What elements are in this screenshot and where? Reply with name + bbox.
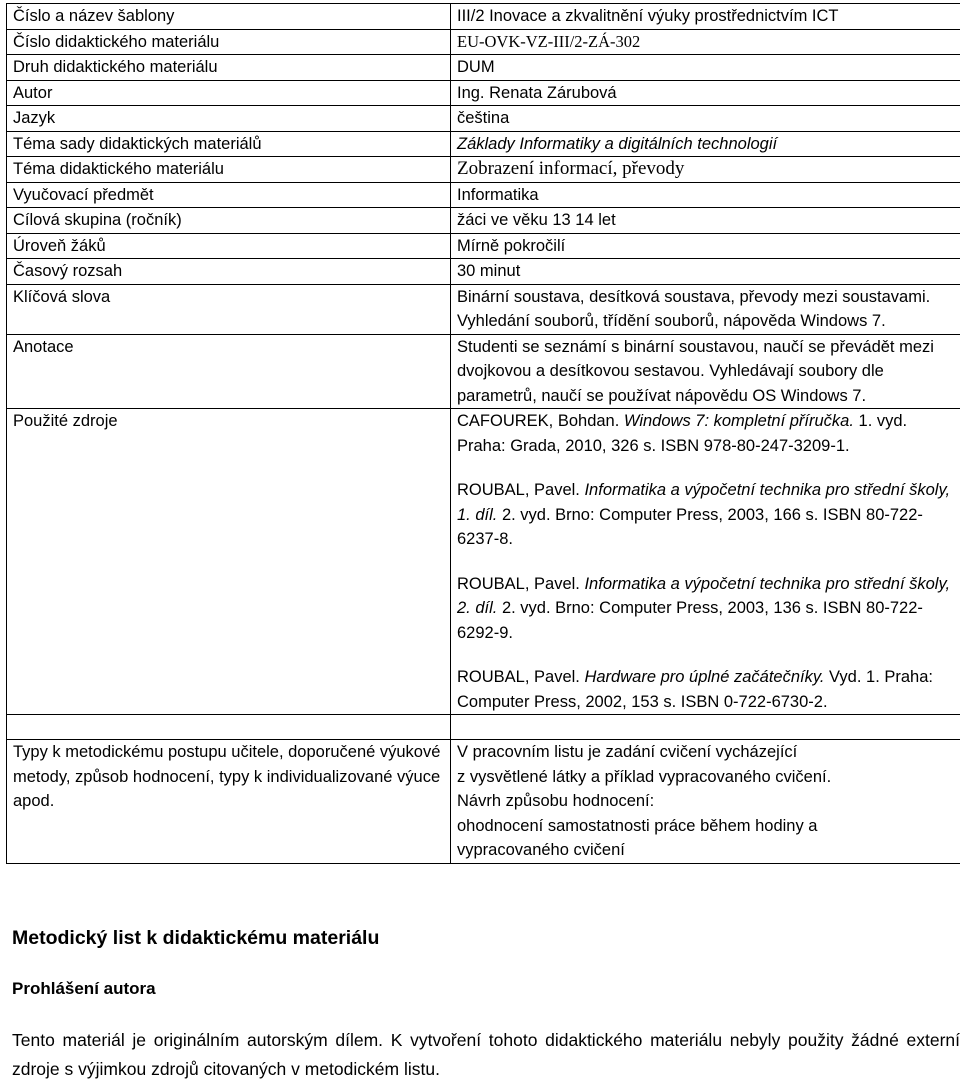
row-label: Úroveň žáků — [7, 233, 451, 259]
row-label: Typy k metodickému postupu učitele, doporučené výukové metody, způsob hodnocení, typy k individualizované výuce apod. — [7, 740, 451, 864]
row-label: Téma sady didaktických materiálů — [7, 131, 451, 157]
table-row-spacer — [7, 715, 960, 740]
row-value: čeština — [451, 106, 960, 132]
row-label: Časový rozsah — [7, 259, 451, 285]
methods-text — [451, 740, 960, 864]
table-row — [7, 182, 960, 208]
row-label: Autor — [7, 80, 451, 106]
methods-line: ohodnocení samostatnosti práce během hodiny a — [457, 816, 818, 835]
row-value: Základy Informatiky a digitálních technologií — [451, 131, 960, 157]
metadata-table — [6, 3, 960, 864]
methods-line: Návrh způsobu hodnocení: — [457, 792, 655, 810]
row-label: Použité zdroje — [7, 409, 451, 715]
table-row — [7, 208, 960, 234]
row-value: Mírně pokročilí — [451, 233, 960, 259]
table-row — [7, 233, 960, 259]
methods-line: V pracovním listu je zadání cvičení vycházející — [457, 743, 798, 761]
sources-list — [451, 409, 960, 715]
row-value: EU-OVK-VZ-III/2-ZÁ-302 — [451, 29, 960, 55]
row-label: Jazyk — [7, 106, 451, 132]
row-value: Zobrazení informací, převody — [451, 157, 960, 183]
row-value: Informatika — [451, 182, 960, 208]
row-label: Číslo a název šablony — [7, 4, 451, 30]
row-value: Binární soustava, desítková soustava, převody mezi soustavami. Vyhledání souborů, třídění souborů, nápověda Windows 7. — [451, 284, 960, 334]
table-row — [7, 334, 960, 409]
reference-item: CAFOUREK, Bohdan. Windows 7: kompletní příručka. 1. vyd. Praha: Grada, 2010, 326 s. ISBN 978-80-247-3209-1. — [457, 412, 908, 455]
row-value: DUM — [451, 55, 960, 81]
row-label: Klíčová slova — [7, 284, 451, 334]
row-value: Ing. Renata Zárubová — [451, 80, 960, 106]
reference-item: ROUBAL, Pavel. Hardware pro úplné začátečníky. Vyd. 1. Praha: Computer Press, 2002, 153 s. ISBN 0-722-6730-2. — [457, 668, 933, 711]
row-label: Cílová skupina (ročník) — [7, 208, 451, 234]
table-row — [7, 157, 960, 183]
table-row — [7, 55, 960, 81]
table-row-methods — [7, 740, 960, 864]
table-row — [7, 131, 960, 157]
page-title: Metodický list k didaktickému materiálu — [12, 927, 380, 949]
methods-line: z vysvětlené látky a příklad vypracovaného cvičení. — [457, 767, 832, 786]
row-label: Vyučovací předmět — [7, 182, 451, 208]
table-row — [7, 106, 960, 132]
row-label: Anotace — [7, 334, 451, 409]
table-row — [7, 259, 960, 285]
reference-item: ROUBAL, Pavel. Informatika a výpočetní technika pro střední školy, 1. díl. 2. vyd. Brno: Computer Press, 2003, 166 s. ISBN 80-722-6237-8. — [457, 481, 951, 548]
declaration-heading: Prohlášení autora — [12, 979, 156, 998]
table-row — [7, 284, 960, 334]
table-row — [7, 4, 960, 30]
table-row — [7, 80, 960, 106]
row-value: III/2 Inovace a zkvalitnění výuky prostřednictvím ICT — [451, 4, 960, 30]
row-value: žáci ve věku 13 14 let — [451, 208, 960, 234]
row-value: Studenti se seznámí s binární soustavou, naučí se převádět mezi dvojkovou a desítkovou sestavou. Vyhledávají soubory dle parametrů, naučí se používat nápovědu OS Windows 7. — [451, 334, 960, 409]
row-value: 30 minut — [451, 259, 960, 285]
table-row — [7, 29, 960, 55]
row-label: Téma didaktického materiálu — [7, 157, 451, 183]
table-row-sources — [7, 409, 960, 715]
row-label: Číslo didaktického materiálu — [7, 29, 451, 55]
declaration-text: Tento materiál je originálním autorským dílem. K vytvoření tohoto didaktického materiálu nebyly použity žádné externí zdroje s výjimkou zdrojů citovaných v metodickém listu. — [12, 1030, 960, 1079]
row-label: Druh didaktického materiálu — [7, 55, 451, 81]
reference-item: ROUBAL, Pavel. Informatika a výpočetní technika pro střední školy, 2. díl. 2. vyd. Brno: Computer Press, 2003, 136 s. ISBN 80-722-6292-9. — [457, 574, 951, 642]
methods-line: vypracovaného cvičení — [457, 841, 625, 859]
